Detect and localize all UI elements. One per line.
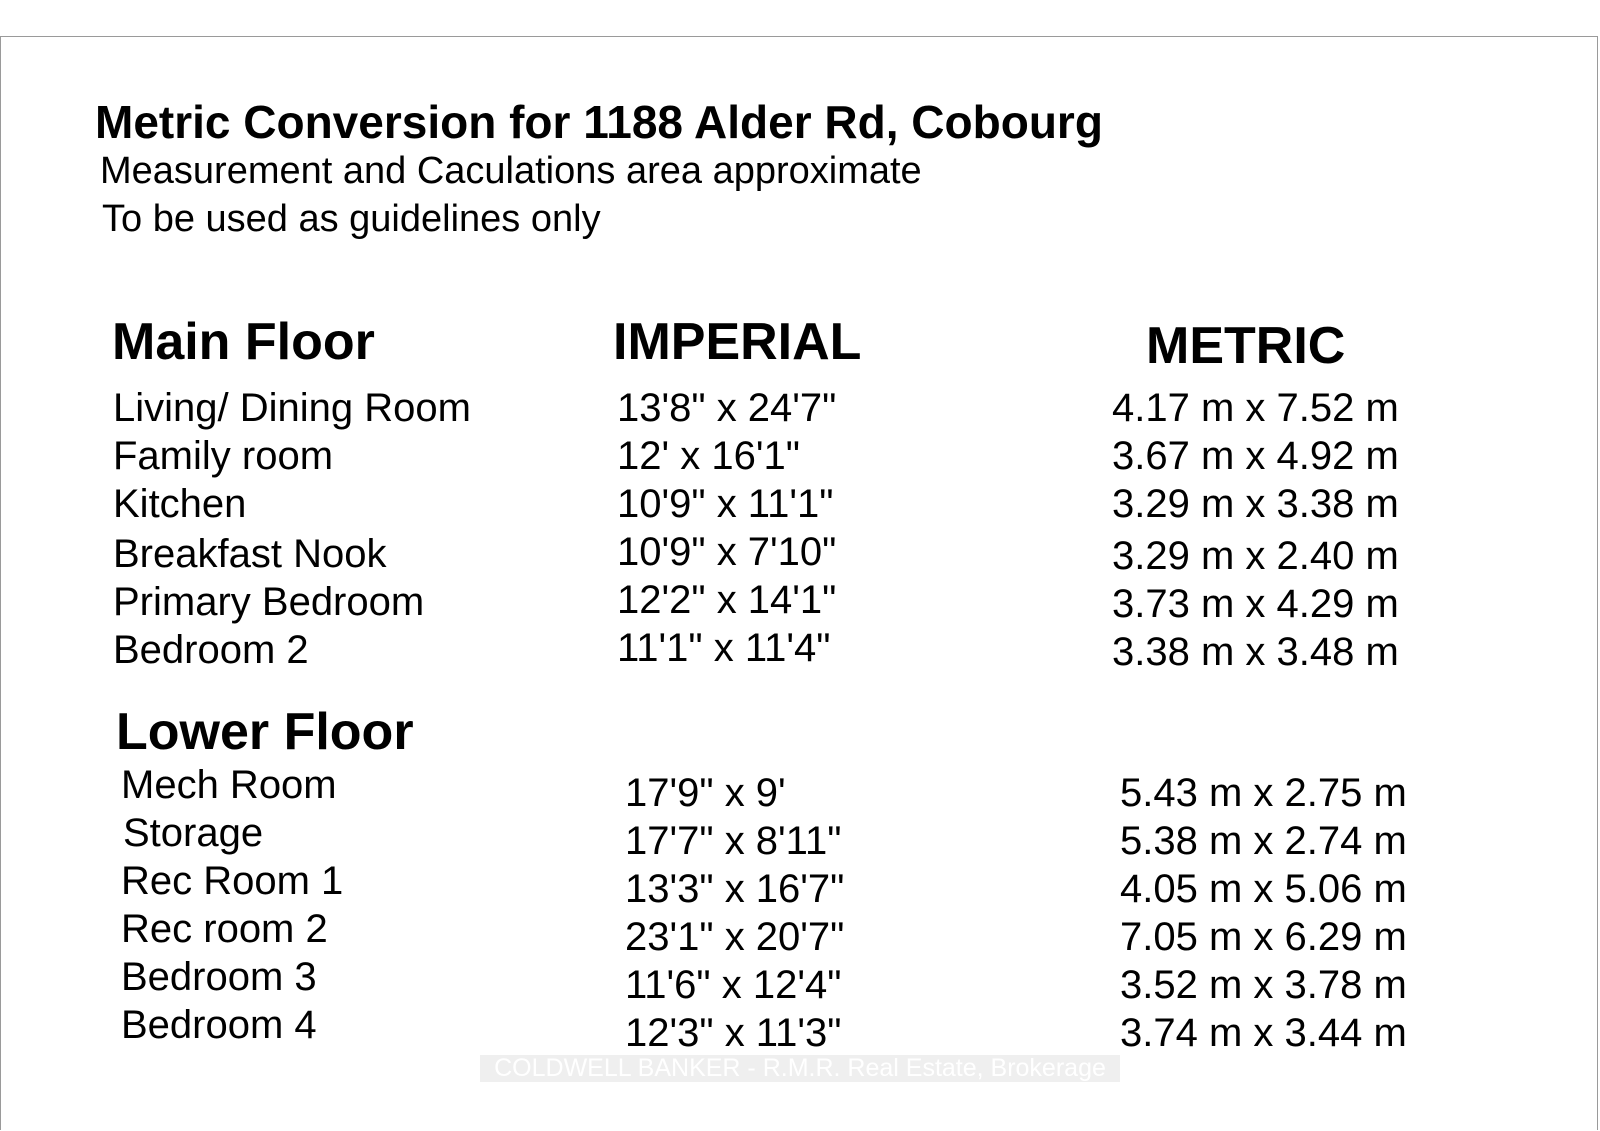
room-imperial: 13'8" x 24'7" xyxy=(617,386,837,430)
room-metric: 3.29 m x 2.40 m xyxy=(1112,534,1399,578)
room-name: Kitchen xyxy=(113,482,247,526)
room-metric: 3.52 m x 3.78 m xyxy=(1120,963,1407,1007)
room-metric: 3.38 m x 3.48 m xyxy=(1112,630,1399,674)
subtitle-approximate: Measurement and Caculations area approximate xyxy=(100,150,922,192)
room-imperial: 12' x 16'1" xyxy=(617,434,800,478)
room-name: Living/ Dining Room xyxy=(113,386,471,430)
imperial-column-header: IMPERIAL xyxy=(613,313,862,371)
room-metric: 3.29 m x 3.38 m xyxy=(1112,482,1399,526)
room-imperial: 10'9" x 11'1" xyxy=(617,482,834,526)
subtitle-guidelines: To be used as guidelines only xyxy=(102,198,601,240)
room-metric: 4.17 m x 7.52 m xyxy=(1112,386,1399,430)
main-floor-heading: Main Floor xyxy=(112,313,375,371)
room-metric: 7.05 m x 6.29 m xyxy=(1120,915,1407,959)
room-name: Storage xyxy=(123,811,264,855)
room-name: Bedroom 3 xyxy=(121,955,317,999)
page-title: Metric Conversion for 1188 Alder Rd, Cobourg xyxy=(95,96,1103,148)
room-imperial: 17'7" x 8'11" xyxy=(625,819,842,863)
room-imperial: 10'9" x 7'10" xyxy=(617,530,837,574)
room-imperial: 11'1" x 11'4" xyxy=(617,626,831,670)
room-metric: 4.05 m x 5.06 m xyxy=(1120,867,1407,911)
room-name: Bedroom 2 xyxy=(113,628,309,672)
room-imperial: 11'6" x 12'4" xyxy=(625,963,842,1007)
room-name: Family room xyxy=(113,434,334,478)
room-imperial: 12'2" x 14'1" xyxy=(617,578,837,622)
room-metric: 3.74 m x 3.44 m xyxy=(1120,1011,1407,1055)
room-metric: 5.43 m x 2.75 m xyxy=(1120,771,1407,815)
room-imperial: 17'9" x 9' xyxy=(625,771,786,815)
room-name: Breakfast Nook xyxy=(113,532,387,576)
room-imperial: 12'3" x 11'3" xyxy=(625,1011,842,1055)
metric-column-header: METRIC xyxy=(1146,317,1346,375)
room-metric: 5.38 m x 2.74 m xyxy=(1120,819,1407,863)
room-name: Primary Bedroom xyxy=(113,580,425,624)
room-name: Rec room 2 xyxy=(121,907,328,951)
room-name: Bedroom 4 xyxy=(121,1003,317,1047)
lower-floor-heading: Lower Floor xyxy=(116,703,414,761)
brokerage-watermark: COLDWELL BANKER - R.M.R. Real Estate, Brokerage xyxy=(480,1055,1120,1082)
room-imperial: 13'3" x 16'7" xyxy=(625,867,845,911)
room-metric: 3.67 m x 4.92 m xyxy=(1112,434,1399,478)
room-name: Mech Room xyxy=(121,763,337,807)
room-name: Rec Room 1 xyxy=(121,859,344,903)
room-metric: 3.73 m x 4.29 m xyxy=(1112,582,1399,626)
room-imperial: 23'1" x 20'7" xyxy=(625,915,845,959)
